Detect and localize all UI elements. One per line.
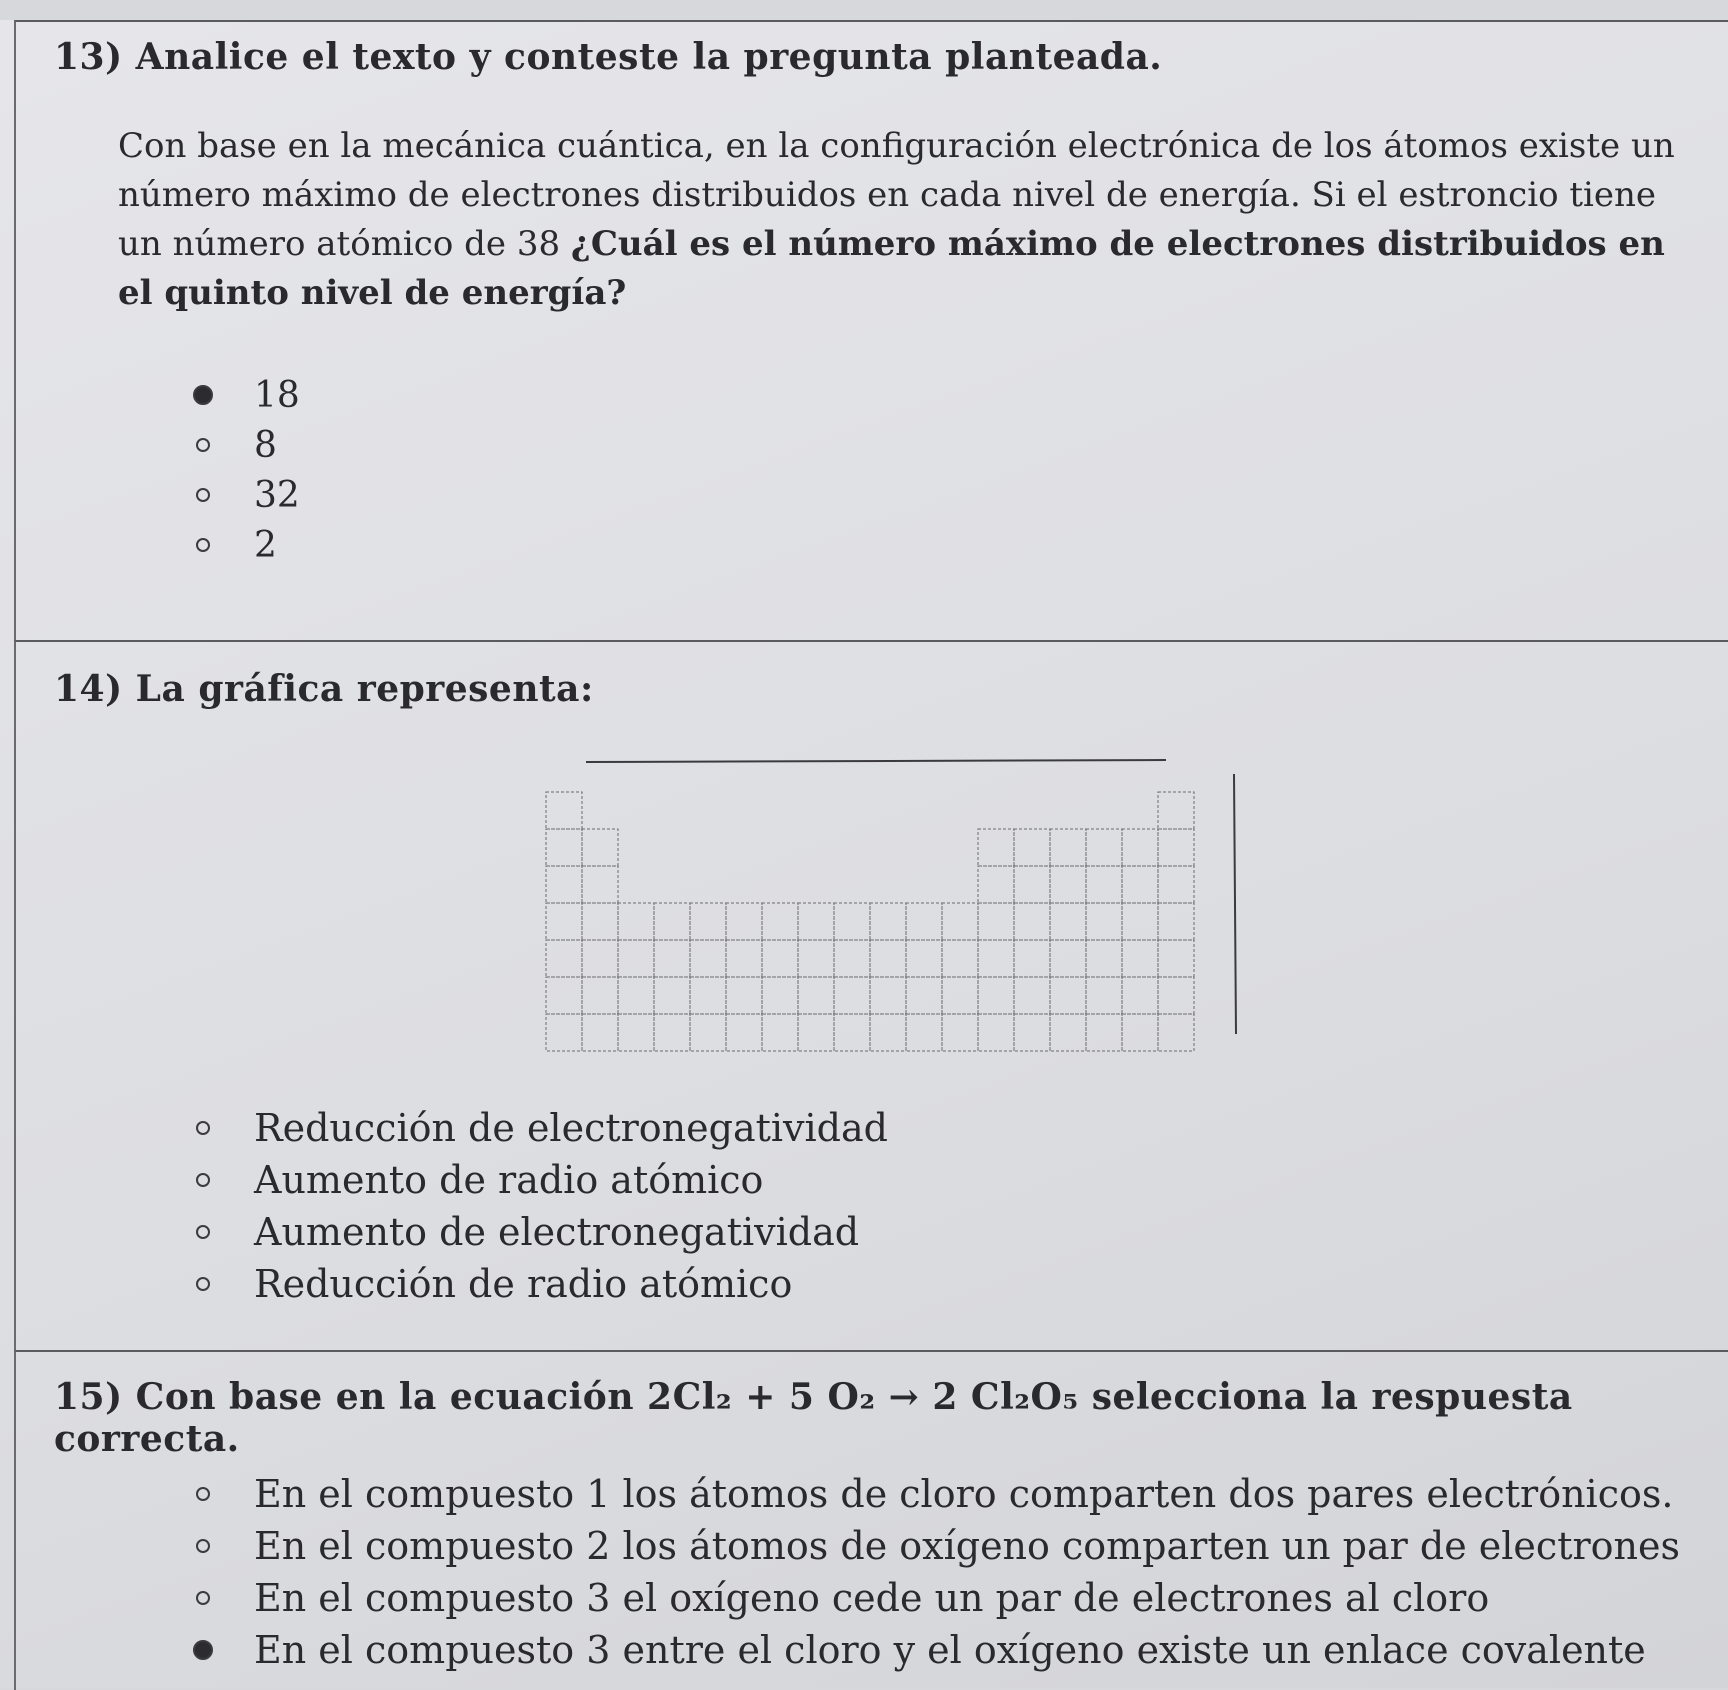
table-cell: [1122, 1014, 1158, 1051]
q14-option[interactable]: [202, 1258, 888, 1310]
table-cell: [726, 903, 762, 940]
table-cell: [690, 940, 726, 977]
radio-icon[interactable]: [196, 1539, 210, 1553]
q15-options: [202, 1468, 1680, 1676]
table-cell: [546, 866, 582, 903]
table-cell: [1122, 977, 1158, 1014]
table-cell: [546, 1014, 582, 1051]
table-cell: [1086, 977, 1122, 1014]
table-cell: [690, 1014, 726, 1051]
q13-text-plain: Con base en la mecánica cuántica, en la configuración electrónica de los átomos existe un número máximo de electrones distribuidos en cada nivel de energía. Si el estroncio tiene un número atómico de 38: [118, 126, 1675, 264]
table-cell: [1086, 866, 1122, 903]
q13-options: [202, 370, 300, 570]
table-cell: [1158, 903, 1194, 940]
table-cell: [906, 1014, 942, 1051]
table-cell: [618, 940, 654, 977]
table-cell: [1050, 977, 1086, 1014]
table-cell: [726, 940, 762, 977]
q15-title-suffix: selecciona la respuesta correcta.: [54, 1376, 1573, 1460]
table-cell: [1050, 940, 1086, 977]
radio-icon[interactable]: [196, 1591, 210, 1605]
table-cell: [798, 940, 834, 977]
table-cell: [978, 1014, 1014, 1051]
table-cell: [1014, 940, 1050, 977]
radio-icon[interactable]: [196, 488, 210, 502]
table-cell: [762, 1014, 798, 1051]
table-cell: [1158, 866, 1194, 903]
table-cell: [1086, 829, 1122, 866]
table-cell: [582, 829, 618, 866]
question-13: [14, 20, 1728, 642]
table-cell: [870, 903, 906, 940]
table-cell: [1158, 977, 1194, 1014]
table-cell: [1158, 1014, 1194, 1051]
q14-option-label: Aumento de radio atómico: [254, 1158, 764, 1202]
right-arrow-line: [1234, 774, 1236, 1034]
table-cell: [978, 866, 1014, 903]
q15-option[interactable]: [202, 1520, 1680, 1572]
table-cell: [546, 940, 582, 977]
table-cell: [1122, 903, 1158, 940]
radio-selected-icon[interactable]: [193, 385, 213, 405]
table-cell: [690, 977, 726, 1014]
q15-option-label: En el compuesto 3 el oxígeno cede un par de electrones al cloro: [254, 1576, 1490, 1620]
q15-equation: 2Cl₂ + 5 O₂ → 2 Cl₂O₅: [647, 1376, 1079, 1418]
table-cell: [978, 977, 1014, 1014]
q15-option-label: En el compuesto 2 los átomos de oxígeno comparten un par de electrones: [254, 1524, 1680, 1568]
table-cell: [1014, 1014, 1050, 1051]
table-cell: [690, 903, 726, 940]
table-cell: [1158, 829, 1194, 866]
table-cell: [618, 1014, 654, 1051]
table-cell: [582, 1014, 618, 1051]
q13-option[interactable]: [202, 520, 300, 570]
table-cell: [834, 1014, 870, 1051]
table-cell: [654, 977, 690, 1014]
table-cell: [726, 1014, 762, 1051]
q14-option[interactable]: [202, 1102, 888, 1154]
table-cell: [1122, 829, 1158, 866]
table-cell: [906, 977, 942, 1014]
table-cell: [978, 940, 1014, 977]
table-cell: [870, 940, 906, 977]
table-cell: [1122, 940, 1158, 977]
table-cell: [1158, 792, 1194, 829]
table-cell: [1014, 977, 1050, 1014]
table-cell: [870, 977, 906, 1014]
table-cell: [762, 903, 798, 940]
radio-icon[interactable]: [196, 1487, 210, 1501]
table-cell: [546, 903, 582, 940]
table-cell: [1050, 903, 1086, 940]
table-cell: [942, 940, 978, 977]
table-cell: [906, 940, 942, 977]
table-cell: [1014, 866, 1050, 903]
radio-icon[interactable]: [196, 1277, 210, 1291]
q13-option[interactable]: [202, 420, 300, 470]
q13-title: 13) Analice el texto y conteste la pregunta planteada.: [54, 36, 1163, 78]
table-cell: [654, 903, 690, 940]
table-cell: [870, 1014, 906, 1051]
q15-option-label: En el compuesto 3 entre el cloro y el oxígeno existe un enlace covalente: [254, 1628, 1646, 1672]
table-cell: [942, 1014, 978, 1051]
table-cell: [906, 903, 942, 940]
table-cell: [546, 829, 582, 866]
q14-option[interactable]: [202, 1154, 888, 1206]
table-cell: [1014, 829, 1050, 866]
q14-option[interactable]: [202, 1206, 888, 1258]
radio-icon[interactable]: [196, 438, 210, 452]
table-cell: [546, 792, 582, 829]
q15-option[interactable]: [202, 1624, 1680, 1676]
q15-option-label: En el compuesto 1 los átomos de cloro comparten dos pares electrónicos.: [254, 1472, 1674, 1516]
table-cell: [834, 977, 870, 1014]
table-cell: [582, 866, 618, 903]
table-cell: [1122, 866, 1158, 903]
radio-icon[interactable]: [196, 1225, 210, 1239]
table-cell: [1086, 940, 1122, 977]
table-cell: [654, 940, 690, 977]
table-cell: [978, 903, 1014, 940]
table-cell: [834, 940, 870, 977]
question-14: [14, 640, 1728, 1352]
q14-option-label: Aumento de electronegatividad: [254, 1210, 860, 1254]
table-cell: [726, 977, 762, 1014]
table-cell: [1050, 1014, 1086, 1051]
table-cell: [798, 1014, 834, 1051]
exam-page: [0, 20, 1728, 1688]
q14-options: [202, 1102, 888, 1310]
q13-option-label: 18: [254, 374, 300, 416]
table-cell: [942, 977, 978, 1014]
q14-option-label: Reducción de radio atómico: [254, 1262, 793, 1306]
table-cell: [1086, 903, 1122, 940]
table-cell: [582, 903, 618, 940]
q15-title-prefix: 15) Con base en la ecuación: [54, 1376, 648, 1418]
table-cell: [1050, 866, 1086, 903]
table-cell: [942, 903, 978, 940]
table-cell: [1086, 1014, 1122, 1051]
table-cell: [1158, 940, 1194, 977]
q14-title: 14) La gráfica representa:: [54, 668, 594, 710]
table-cell: [798, 903, 834, 940]
table-cell: [582, 977, 618, 1014]
table-cell: [1050, 829, 1086, 866]
radio-selected-icon[interactable]: [193, 1640, 213, 1660]
q15-title: [54, 1376, 1728, 1460]
radio-icon[interactable]: [196, 1173, 210, 1187]
q14-option-label: Reducción de electronegatividad: [254, 1106, 888, 1150]
table-cell: [618, 977, 654, 1014]
table-cell: [798, 977, 834, 1014]
periodic-table-svg: [526, 752, 1246, 1072]
radio-icon[interactable]: [196, 538, 210, 552]
q13-option[interactable]: [202, 370, 300, 420]
table-cell: [762, 977, 798, 1014]
q13-option-label: 32: [254, 474, 300, 516]
table-cell: [978, 829, 1014, 866]
table-cell: [654, 1014, 690, 1051]
table-cell: [1014, 903, 1050, 940]
table-cell: [834, 903, 870, 940]
periodic-table-diagram: [526, 752, 1246, 1072]
q13-option-label: 8: [254, 424, 277, 466]
table-cell: [762, 940, 798, 977]
q13-option[interactable]: [202, 470, 300, 520]
q15-option[interactable]: [202, 1572, 1680, 1624]
q13-option-label: 2: [254, 524, 277, 566]
q15-option[interactable]: [202, 1468, 1680, 1520]
top-arrow-line: [586, 760, 1166, 762]
radio-icon[interactable]: [196, 1121, 210, 1135]
question-15: [14, 1350, 1728, 1690]
q13-text: [118, 122, 1708, 318]
table-cell: [546, 977, 582, 1014]
q13-text-question: ¿Cuál es el número máximo de electrones distribuidos en el quinto nivel de energía?: [118, 224, 1665, 313]
table-cell: [582, 940, 618, 977]
table-cell: [618, 903, 654, 940]
